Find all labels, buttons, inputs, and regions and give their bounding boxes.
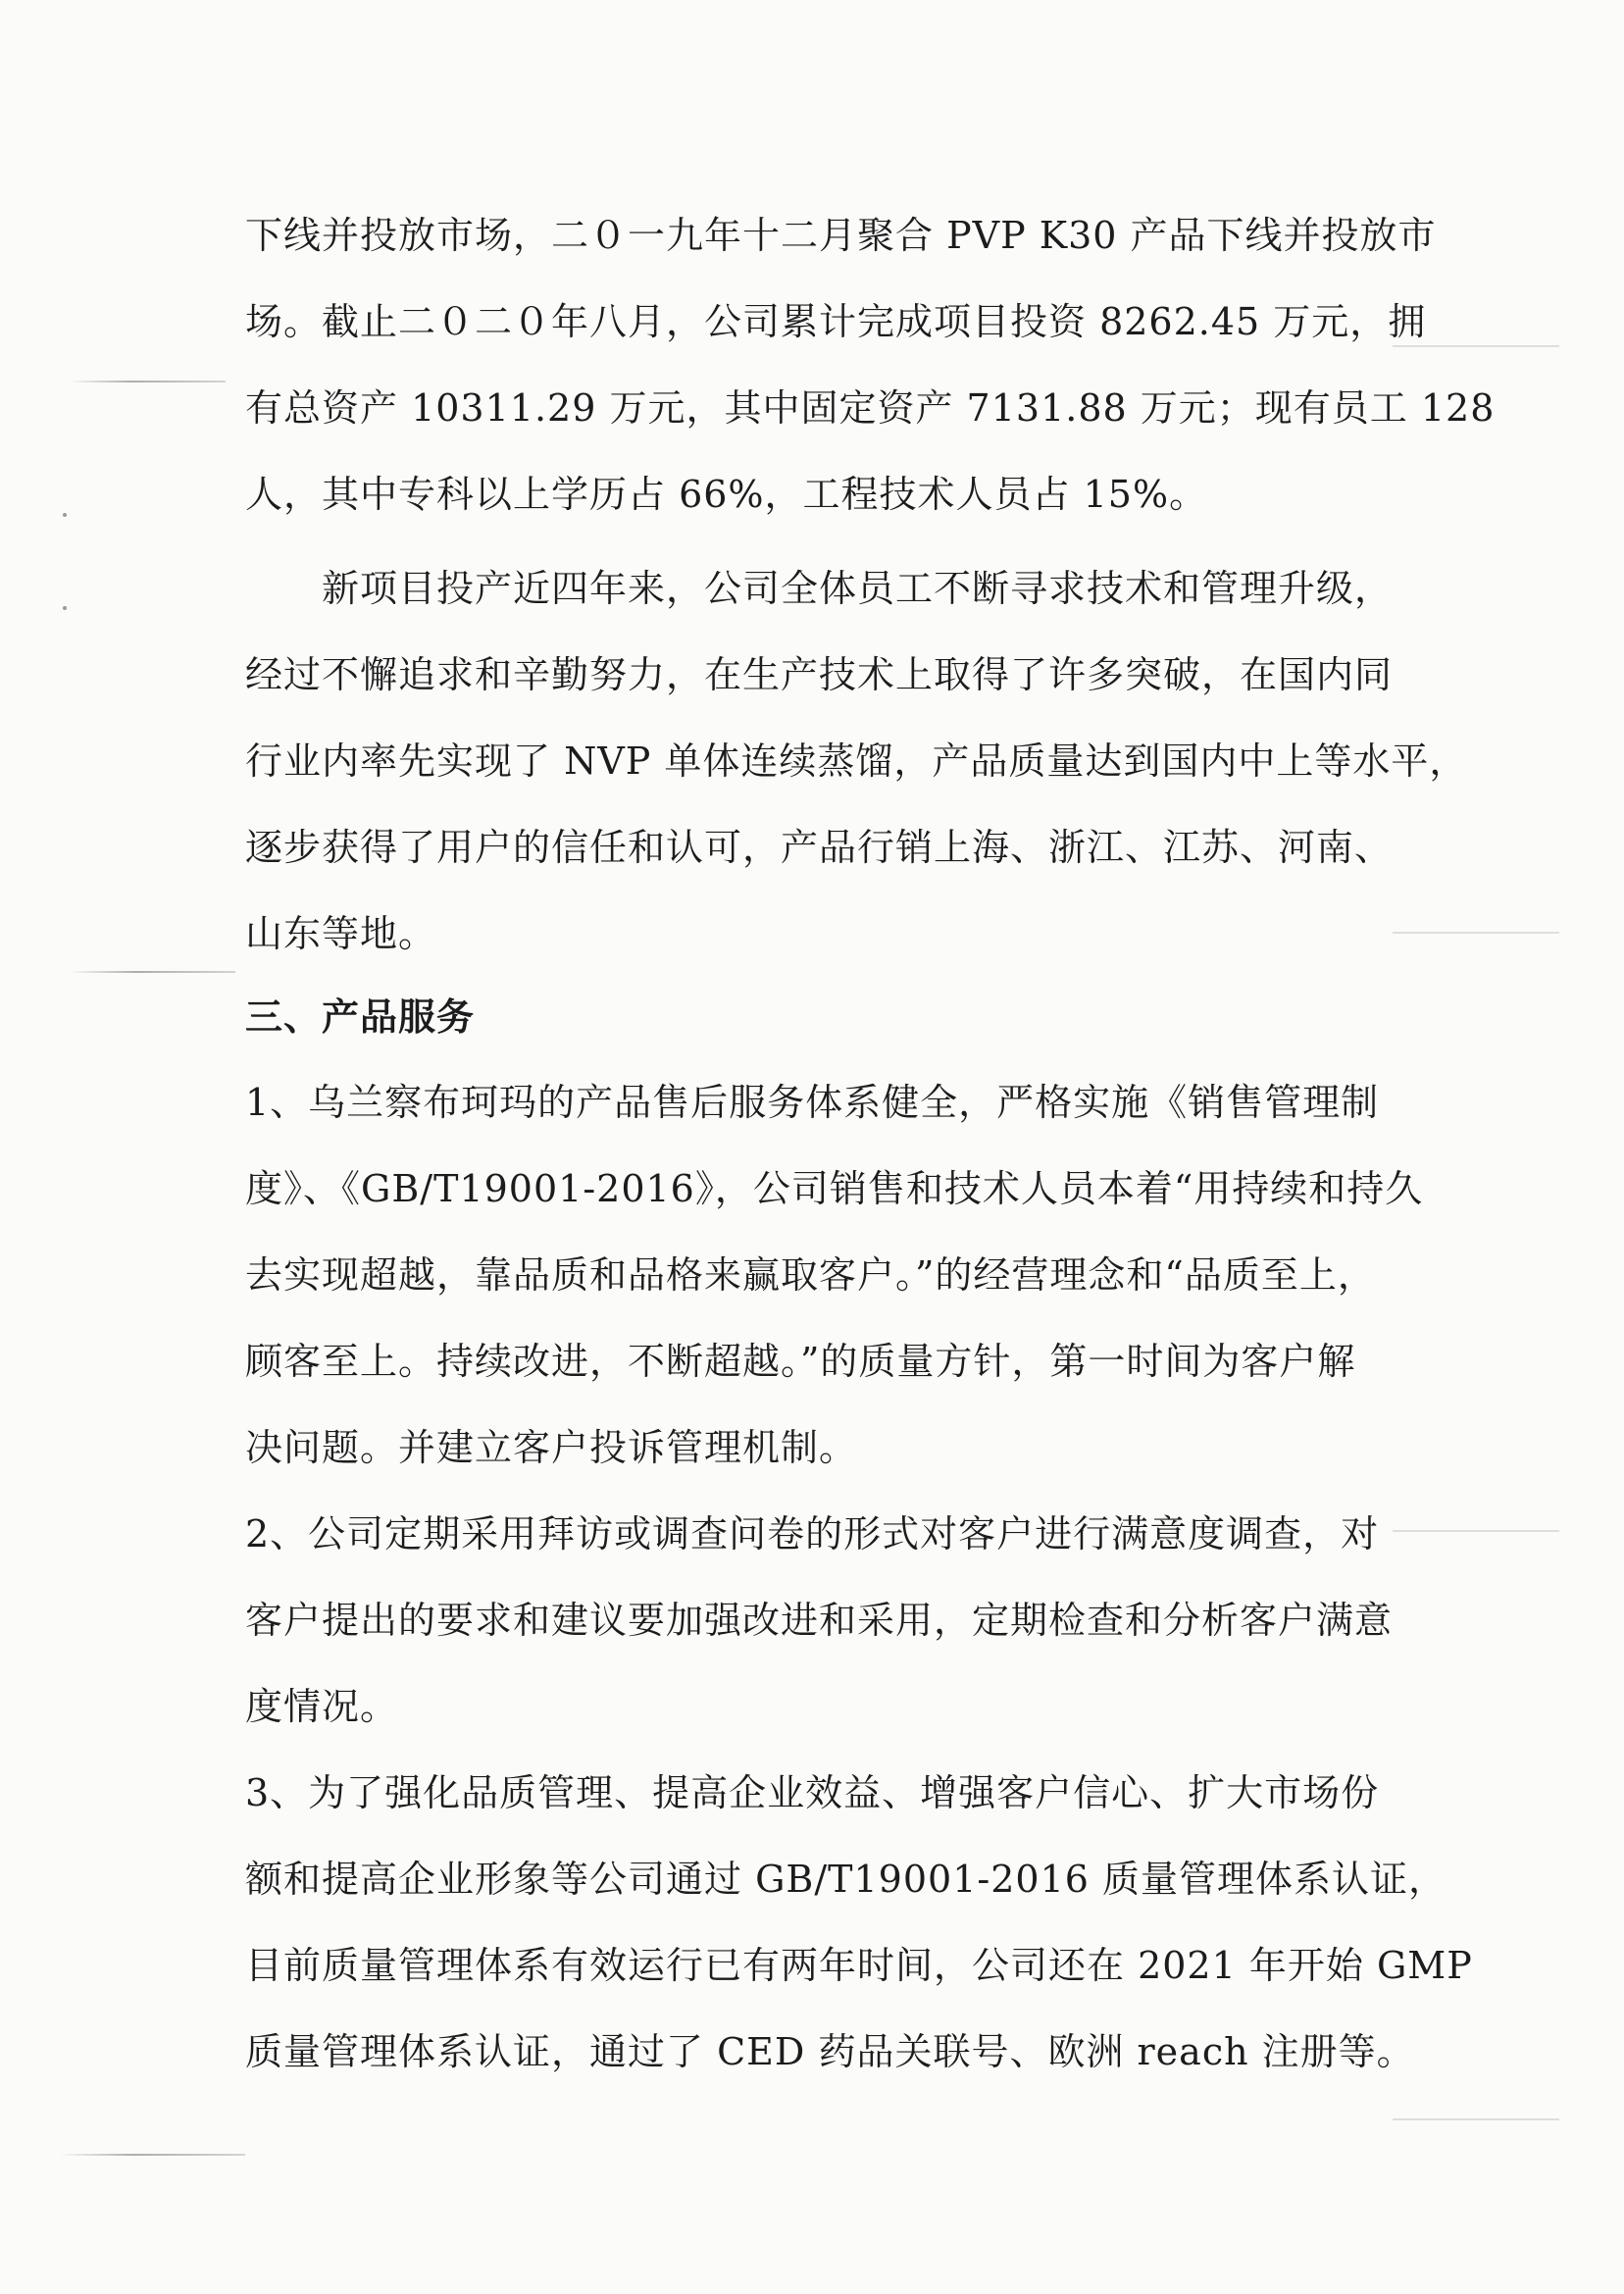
text-line: 下线并投放市场，二０一九年十二月聚合 PVP K30 产品下线并投放市 (245, 214, 1437, 257)
text-line: 场。截止二０二０年八月，公司累计完成项目投资 8262.45 万元，拥 (245, 300, 1427, 343)
scan-line-mark (59, 2154, 245, 2156)
text-line: 额和提高企业形象等公司通过 GB/T19001-2016 质量管理体系认证， (245, 1858, 1447, 1901)
text-line: 新项目投产近四年来，公司全体员工不断寻求技术和管理升级， (322, 567, 1394, 610)
text-line: 人，其中专科以上学历占 66%，工程技术人员占 15%。 (245, 473, 1208, 516)
scan-line-mark (69, 381, 226, 382)
text-line: 1、乌兰察布珂玛的产品售后服务体系健全，严格实施《销售管理制 (245, 1081, 1380, 1124)
text-line: 逐步获得了用户的信任和认可，产品行销上海、浙江、江苏、河南、 (245, 826, 1394, 869)
scan-dot (63, 513, 67, 517)
text-line: 有总资产 10311.29 万元，其中固定资产 7131.88 万元；现有员工 128 (245, 386, 1496, 430)
scan-faint-mark (1393, 1530, 1559, 1532)
text-line: 度情况。 (245, 1685, 399, 1728)
text-line: 经过不懈追求和辛勤努力，在生产技术上取得了许多突破，在国内同 (245, 653, 1394, 696)
text-line: 行业内率先实现了 NVP 单体连续蒸馏，产品质量达到国内中上等水平， (245, 739, 1468, 783)
text-line: 决问题。并建立客户投诉管理机制。 (245, 1426, 858, 1469)
text-line: 度》、《GB/T19001-2016》，公司销售和技术人员本着“用持续和持久 (245, 1167, 1424, 1210)
text-line: 2、公司定期采用拜访或调查问卷的形式对客户进行满意度调查，对 (245, 1512, 1380, 1555)
text-line: 山东等地。 (245, 912, 437, 955)
text-line: 目前质量管理体系有效运行已有两年时间，公司还在 2021 年开始 GMP (245, 1944, 1473, 1987)
text-line: 质量管理体系认证，通过了 CED 药品关联号、欧洲 reach 注册等。 (245, 2030, 1415, 2073)
section-heading: 三、产品服务 (245, 995, 476, 1039)
scan-line-mark (69, 971, 235, 973)
text-line: 顾客至上。持续改进，不断超越。”的质量方针，第一时间为客户解 (245, 1340, 1356, 1383)
text-line: 客户提出的要求和建议要加强改进和采用，定期检查和分析客户满意 (245, 1599, 1394, 1642)
text-line: 去实现超越，靠品质和品格来赢取客户。”的经营理念和“品质至上， (245, 1253, 1376, 1297)
scan-dot (63, 606, 67, 610)
scan-faint-mark (1393, 345, 1559, 347)
text-line: 3、为了强化品质管理、提高企业效益、增强客户信心、扩大市场份 (245, 1771, 1380, 1814)
scan-faint-mark (1393, 2118, 1559, 2120)
scan-faint-mark (1393, 932, 1559, 934)
